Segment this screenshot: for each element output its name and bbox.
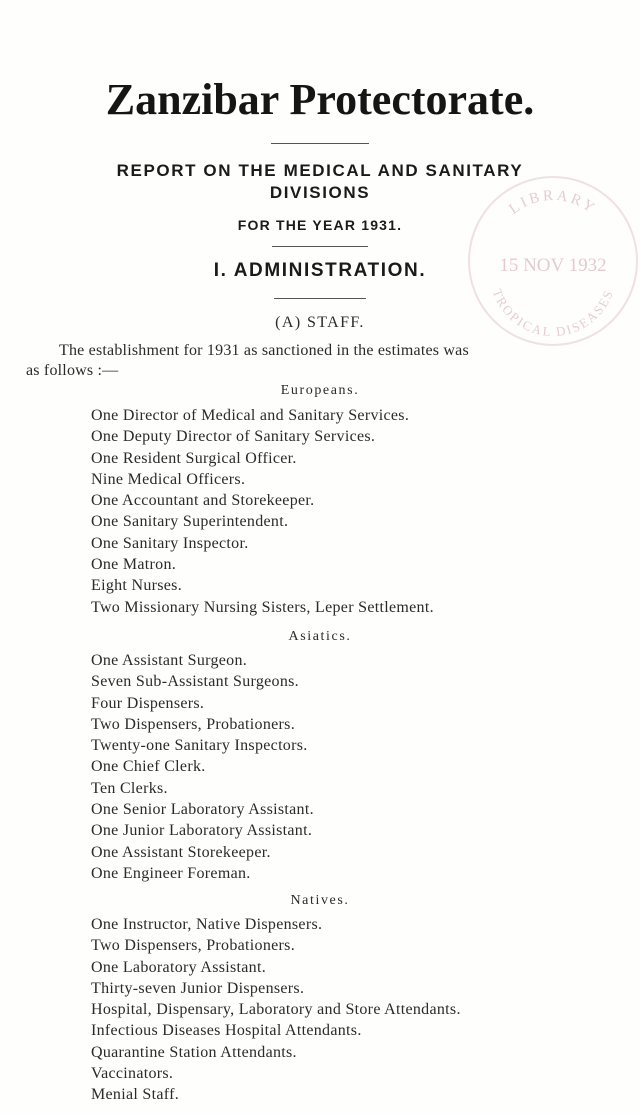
staff-item: One Director of Medical and Sanitary Services. [91, 407, 410, 424]
staff-item: One Senior Laboratory Assistant. [91, 801, 314, 819]
staff-item: Seven Sub-Assistant Surgeons. [91, 673, 299, 691]
report-title [0, 160, 640, 204]
section-title: I. ADMINISTRATION. [213, 260, 427, 281]
natives-heading: Natives. [290, 893, 350, 908]
asiatics-heading: Asiatics. [288, 629, 352, 644]
staff-item: One Assistant Storekeeper. [91, 843, 271, 861]
staff-item: Eight Nurses. [91, 577, 183, 595]
staff-item: Thirty-seven Junior Dispensers. [91, 979, 305, 997]
staff-item: One Matron. [91, 556, 177, 574]
subsection-title: (A) STAFF. [275, 314, 365, 331]
staff-item: Quarantine Station Attendants. [91, 1043, 297, 1061]
staff-item: One Sanitary Superintendent. [91, 513, 289, 531]
staff-item: One Assistant Surgeon. [91, 652, 248, 669]
intro-line: as follows :— [26, 362, 119, 379]
stamp-date: 15 NOV 1932 [499, 255, 607, 276]
report-title-line-2: DIVISIONS [269, 183, 371, 202]
natives-list [91, 914, 461, 1106]
staff-item: Four Dispensers. [91, 694, 205, 712]
europeans-heading: Europeans. [280, 383, 360, 398]
staff-item: One Resident Surgical Officer. [91, 449, 297, 467]
stamp-top-text: LIBRARY [506, 187, 600, 218]
staff-item: Nine Medical Officers. [91, 470, 246, 488]
report-year: FOR THE YEAR 1931. [237, 217, 403, 233]
europeans-list [91, 405, 434, 618]
divider [272, 246, 368, 247]
staff-item: One Instructor, Native Dispensers. [91, 916, 323, 933]
document-title: Zanzibar Protectorate. [105, 75, 535, 124]
divider [271, 143, 369, 144]
staff-item: Ten Clerks. [91, 779, 168, 797]
intro-paragraph [26, 341, 586, 381]
staff-item: One Deputy Director of Sanitary Services. [91, 428, 376, 446]
staff-item: One Laboratory Assistant. [91, 958, 267, 976]
staff-item: Two Missionary Nursing Sisters, Leper Settlement. [91, 598, 434, 616]
divider [274, 298, 366, 299]
stamp-bottom-text: TROPICAL DISEASES [489, 286, 617, 340]
staff-item: Hospital, Dispensary, Laboratory and Store Attendants. [91, 1001, 461, 1019]
staff-item: Infectious Diseases Hospital Attendants. [91, 1022, 362, 1040]
staff-item: One Sanitary Inspector. [91, 534, 249, 552]
staff-item: One Junior Laboratory Assistant. [91, 822, 313, 840]
staff-item: Vaccinators. [91, 1065, 174, 1083]
staff-item: Menial Staff. [91, 1086, 180, 1104]
staff-item: Twenty-one Sanitary Inspectors. [91, 737, 308, 755]
staff-item: One Chief Clerk. [91, 758, 206, 776]
staff-item: Two Dispensers, Probationers. [91, 937, 295, 955]
staff-item: Two Dispensers, Probationers. [91, 715, 295, 733]
intro-line: The establishment for 1931 as sanctioned in the estimates was [59, 342, 469, 359]
staff-item: One Engineer Foreman. [91, 864, 251, 882]
staff-item: One Accountant and Storekeeper. [91, 492, 315, 510]
report-title-line-1: REPORT ON THE MEDICAL AND SANITARY [116, 161, 524, 180]
asiatics-list [91, 650, 314, 884]
